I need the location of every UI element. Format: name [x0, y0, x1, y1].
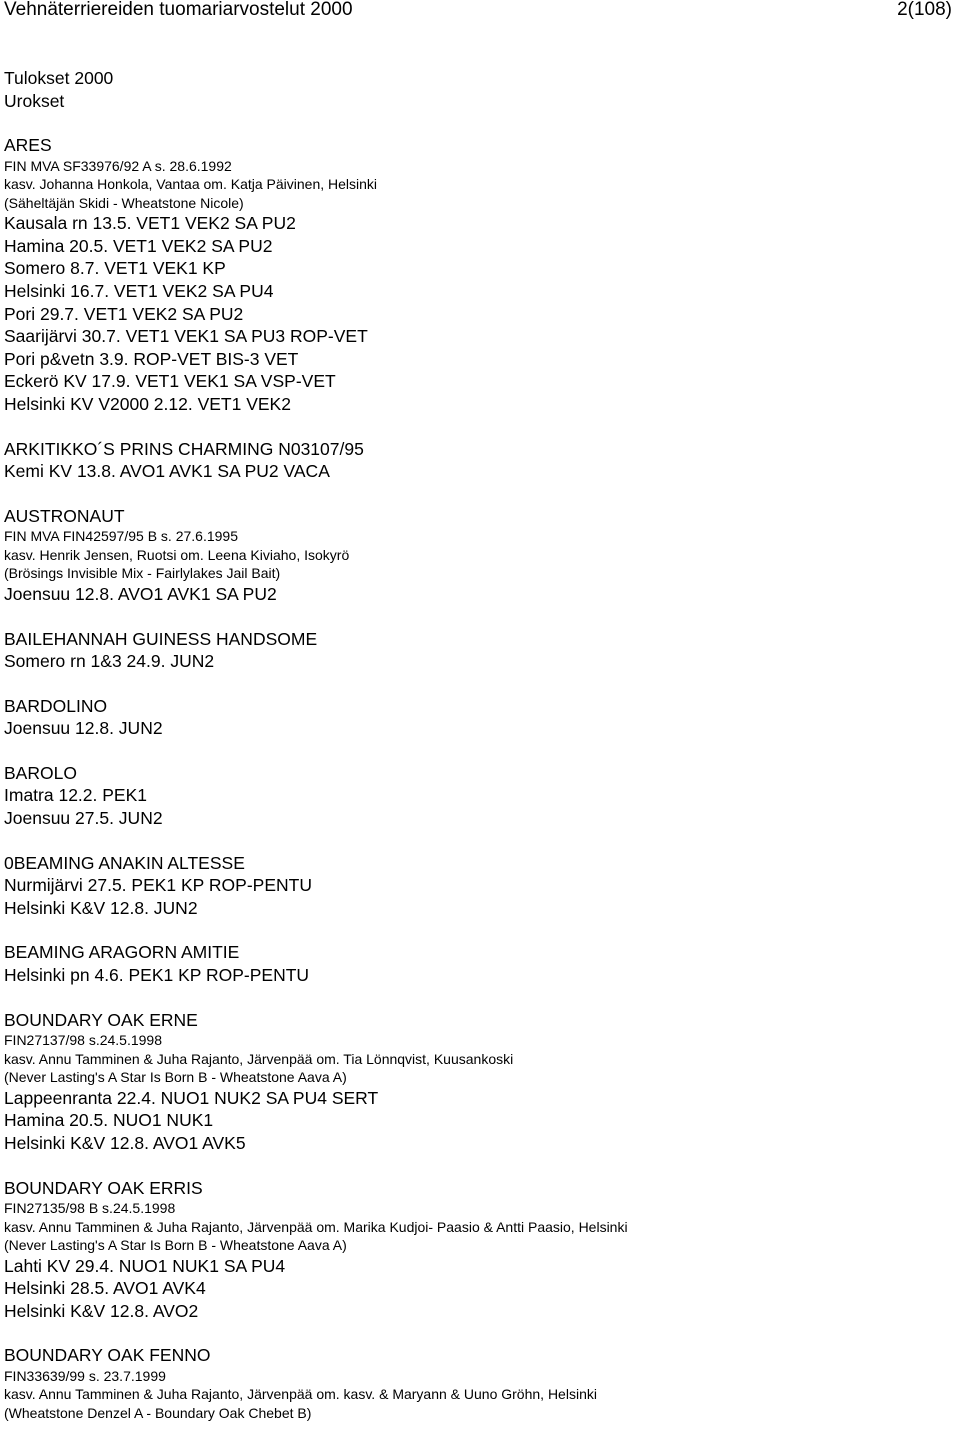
result-line: BAROLO — [4, 762, 77, 783]
entry-separator — [4, 606, 954, 628]
dog-detail-line: kasv. Annu Tamminen & Juha Rajanto, Järvenpää om. Tia Lönnqvist, Kuusankoski — [4, 1050, 514, 1067]
result-line: BAILEHANNAH GUINESS HANDSOME — [4, 628, 318, 649]
page-number: 2(108) — [897, 0, 952, 20]
result-line: Pori 29.7. VET1 VEK2 SA PU2 — [4, 303, 244, 324]
entry-separator — [4, 483, 954, 505]
dog-detail-line: FIN27135/98 B s.24.5.1998 — [4, 1200, 176, 1217]
result-line: Kemi KV 13.8. AVO1 AVK1 SA PU2 VACA — [4, 461, 330, 482]
result-line: Hamina 20.5. NUO1 NUK1 — [4, 1110, 214, 1131]
entry-separator — [4, 740, 954, 762]
dog-detail-line: (Säheltäjän Skidi - Wheatstone Nicole) — [4, 194, 244, 211]
result-line: Joensuu 12.8. AVO1 AVK1 SA PU2 — [4, 583, 277, 604]
dog-detail-line: kasv. Annu Tamminen & Juha Rajanto, Järvenpää om. Marika Kudjoi- Paasio & Antti Paasio, Helsinki — [4, 1218, 628, 1235]
result-line: BOUNDARY OAK ERNE — [4, 1009, 198, 1030]
result-line: ARES — [4, 135, 52, 156]
dog-detail-line: FIN33639/99 s. 23.7.1999 — [4, 1367, 166, 1384]
result-line: Somero 8.7. VET1 VEK1 KP — [4, 258, 226, 279]
result-line: 0BEAMING ANAKIN ALTESSE — [4, 852, 245, 873]
result-line: Helsinki 16.7. VET1 VEK2 SA PU4 — [4, 281, 274, 302]
result-line: BOUNDARY OAK ERRIS — [4, 1177, 203, 1198]
dog-detail-line: kasv. Johanna Honkola, Vantaa om. Katja Päivinen, Helsinki — [4, 176, 378, 193]
result-line: Helsinki 28.5. AVO1 AVK4 — [4, 1278, 206, 1299]
result-line: Lappeenranta 22.4. NUO1 NUK2 SA PU4 SERT — [4, 1087, 379, 1108]
result-line: Helsinki KV V2000 2.12. VET1 VEK2 — [4, 394, 291, 415]
results-list — [4, 67, 954, 1422]
entry-separator — [4, 1155, 954, 1177]
result-line: Pori p&vetn 3.9. ROP-VET BIS-3 VET — [4, 348, 299, 369]
result-line: AUSTRONAUT — [4, 505, 125, 526]
dog-detail-line: (Brösings Invisible Mix - Fairlylakes Jail Bait) — [4, 565, 281, 582]
dog-detail-line: kasv. Annu Tamminen & Juha Rajanto, Järvenpää om. kasv. & Maryann & Uuno Gröhn, Helsinki — [4, 1386, 597, 1403]
dog-detail-line: FIN27137/98 s.24.5.1998 — [4, 1032, 163, 1049]
result-line: Helsinki K&V 12.8. AVO1 AVK5 — [4, 1132, 246, 1153]
page-header — [4, 0, 952, 23]
entry-separator — [4, 1322, 954, 1344]
entry-separator — [4, 987, 954, 1009]
result-line: Imatra 12.2. PEK1 — [4, 785, 147, 806]
result-line: BARDOLINO — [4, 695, 108, 716]
result-line: Somero rn 1&3 24.9. JUN2 — [4, 651, 215, 672]
result-line: Lahti KV 29.4. NUO1 NUK1 SA PU4 — [4, 1255, 286, 1276]
dog-detail-line: (Never Lasting's A Star Is Born B - Wheatstone Aava A) — [4, 1069, 347, 1086]
dog-detail-line: (Wheatstone Denzel A - Boundary Oak Chebet B) — [4, 1404, 312, 1421]
result-line: Kausala rn 13.5. VET1 VEK2 SA PU2 — [4, 213, 296, 234]
result-line: Nurmijärvi 27.5. PEK1 KP ROP-PENTU — [4, 875, 312, 896]
result-line: Helsinki K&V 12.8. JUN2 — [4, 897, 198, 918]
entry-separator — [4, 673, 954, 695]
entry-separator — [4, 919, 954, 941]
entry-separator — [4, 112, 954, 134]
result-line: Helsinki pn 4.6. PEK1 KP ROP-PENTU — [4, 965, 310, 986]
result-line: Tulokset 2000 — [4, 68, 114, 88]
result-line: ARKITIKKO´S PRINS CHARMING N03107/95 — [4, 438, 364, 459]
dog-detail-line: (Never Lasting's A Star Is Born B - Wheatstone Aava A) — [4, 1237, 347, 1254]
document-title: Vehnäterriereiden tuomariarvostelut 2000 — [4, 0, 353, 20]
dog-detail-line: kasv. Henrik Jensen, Ruotsi om. Leena Kiviaho, Isokyrö — [4, 546, 350, 563]
result-line: Eckerö KV 17.9. VET1 VEK1 SA VSP-VET — [4, 371, 336, 392]
result-line: Saarijärvi 30.7. VET1 VEK1 SA PU3 ROP-VET — [4, 326, 368, 347]
result-line: Joensuu 12.8. JUN2 — [4, 718, 163, 739]
result-line: BEAMING ARAGORN AMITIE — [4, 942, 240, 963]
result-line: Joensuu 27.5. JUN2 — [4, 808, 163, 829]
dog-detail-line: FIN MVA SF33976/92 A s. 28.6.1992 — [4, 157, 232, 174]
entry-separator — [4, 830, 954, 852]
result-line: Urokset — [4, 90, 65, 111]
result-line: Helsinki K&V 12.8. AVO2 — [4, 1300, 199, 1321]
dog-detail-line: FIN MVA FIN42597/95 B s. 27.6.1995 — [4, 528, 238, 545]
result-line: Hamina 20.5. VET1 VEK2 SA PU2 — [4, 235, 273, 256]
result-line: BOUNDARY OAK FENNO — [4, 1345, 211, 1366]
entry-separator — [4, 416, 954, 438]
